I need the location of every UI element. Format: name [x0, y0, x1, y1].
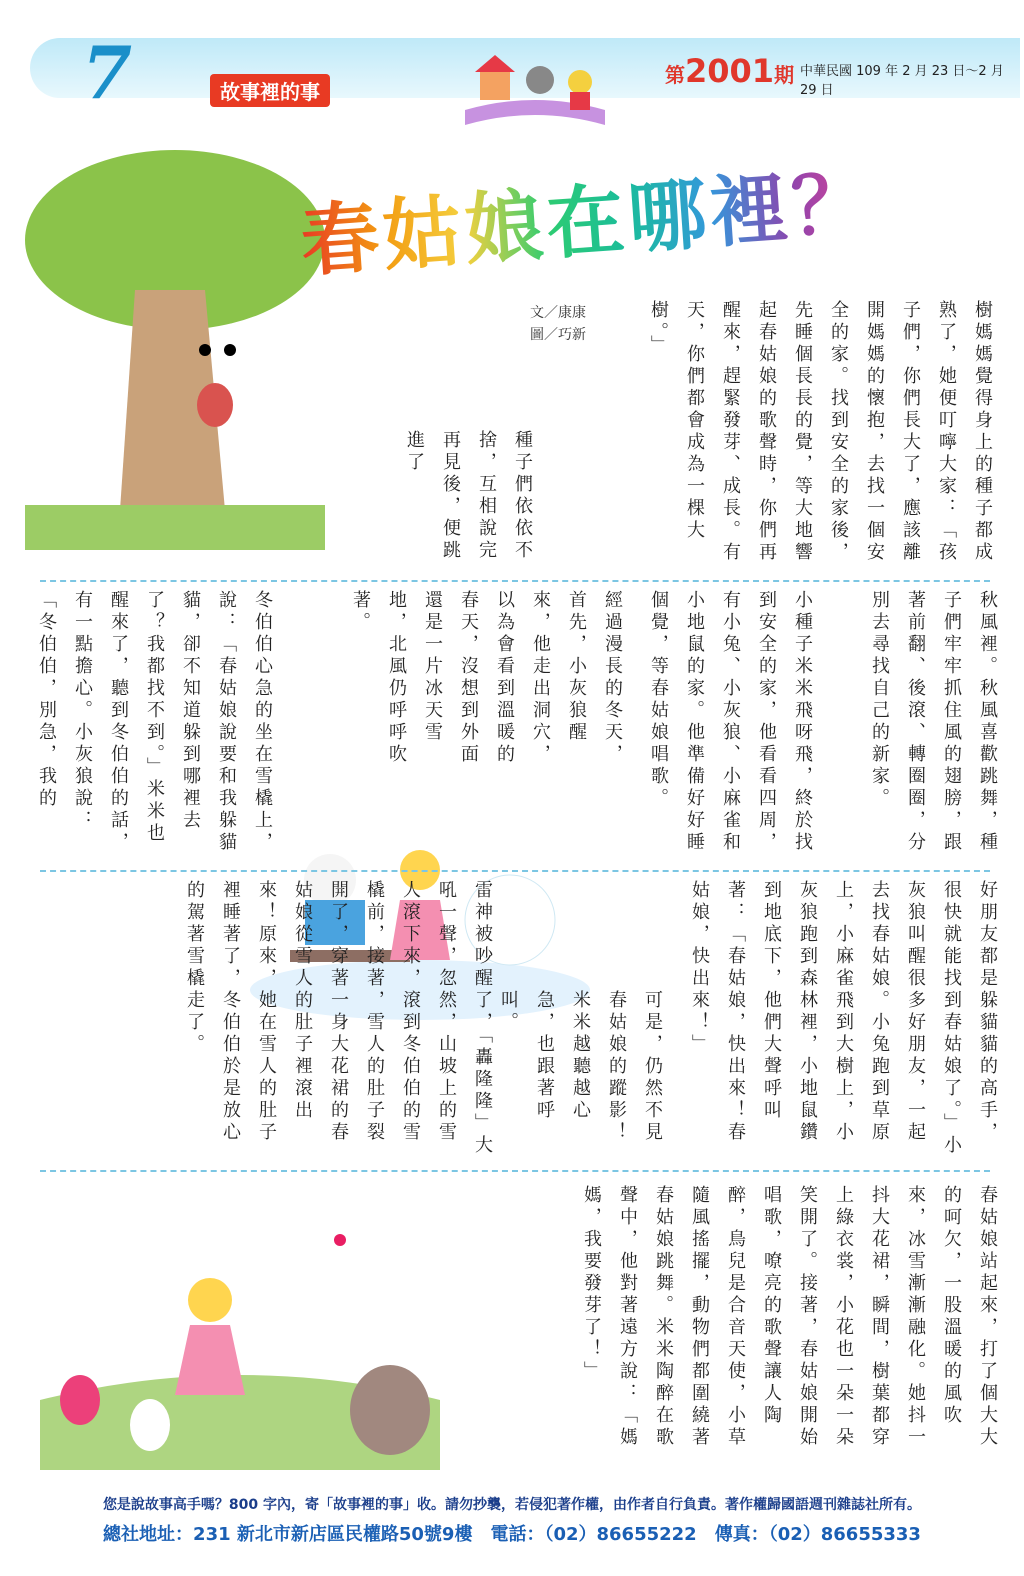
story-paragraph: 種子們依依不捨，互相說完再見後，便跳進了: [404, 430, 533, 562]
story-paragraph: 冬伯伯心急的坐在雪橇上，說：「春姑娘說要和我躲貓貓，卻不知道躲到哪裡去了？我都找不到。」米米也醒來了，聽到冬伯伯的話，有一點擔心。小灰狼說：「冬伯伯，別急，我的: [36, 590, 273, 854]
issue-number: 第2001期: [665, 52, 795, 90]
header: [0, 0, 1024, 130]
story-paragraph: 春姑娘站起來，打了個大大的呵欠，一股溫暖的風吹來，冰雪漸漸融化。她抖一抖大花裙，瞬間，樹葉都穿上綠衣裳，小花也一朵一朵笑開了。接著，春姑娘開始唱歌，嘹亮的歌聲讓人陶醉，鳥兒是合音天使，小草隨風搖擺，動物們都圍繞著春姑娘跳舞。米米陶醉在歌聲中，他對著遠方說：「媽媽，我要發芽了！」: [581, 1185, 998, 1449]
story-paragraph: 好朋友都是躲貓貓的高手，很快就能找到春姑娘了。」小灰狼叫醒很多好朋友，一起去找春姑娘。小兔跑到草原上，小麻雀飛到大樹上，小灰狼跑到森林裡，小地鼠鑽到地底下，他們大聲呼叫著：「春姑娘，快出來！春姑娘，快出來！」: [689, 880, 998, 1157]
storybook-illustration: [460, 50, 610, 130]
section-divider: [40, 580, 990, 582]
section-divider: [40, 870, 990, 872]
story-paragraph: 經過漫長的冬天，首先，小灰狼醒來，他走出洞穴，以為會看到溫暖的春天，沒想到外面還是一片冰天雪地，北風仍呼呼吹著。: [350, 590, 623, 766]
section-divider: [40, 1170, 990, 1172]
section-title: 故事裡的事: [210, 74, 330, 107]
illustrator-credit: 圖／巧新: [530, 327, 586, 343]
credits: [530, 302, 586, 346]
story-paragraph: 雷神被吵醒了，「轟隆隆」大吼一聲，忽然，山坡上的雪人滾下來，滾到冬伯伯的雪橇前，接著，雪人的肚子裂開了，穿著一身大花裙的春姑娘從雪人的肚子裡滾出來！原來，她在雪人的肚子裡睡著了，冬伯伯於是放心的駕著雪橇走了。: [184, 880, 493, 1157]
tree-illustration: [25, 150, 325, 550]
issue-date: 中華民國 109 年 2 月 23 日～2 月 29 日: [800, 64, 1004, 98]
author-credit: 文／康康: [530, 305, 586, 321]
submission-note: 您是說故事高手嗎？800 字內，寄「故事裡的事」收。請勿抄襲，若侵犯著作權，由作者自行負責。著作權歸國語週刊雜誌社所有。: [102, 1497, 922, 1513]
publisher-address: 總社地址：231 新北市新店區民權路50號9樓 電話：（02）86655222 傳真：（02）86655333: [103, 1524, 921, 1545]
story-paragraph: 秋風裡。秋風喜歡跳舞，種子們牢牢抓住風的翅膀，跟著前翻、後滾、轉圈圈，分別去尋找自己的新家。: [869, 590, 998, 854]
story-paragraph: 樹媽媽覺得身上的種子都成熟了，她便叮嚀大家：「孩子們，你們長大了，應該離開媽媽的懷抱，去找一個安全的家。找到安全的家後，先睡個長長的覺，等大地響起春姑娘的歌聲時，你們再醒來，趕緊發芽、成長。有天，你們都會成為一棵大樹。」: [648, 300, 993, 564]
story-paragraph: 小種子米米飛呀飛，終於找到安全的家，他看看四周，有小兔、小灰狼、小麻雀和小地鼠的家。他準備好好睡個覺，等春姑娘唱歌。: [648, 590, 813, 854]
story-paragraph: 可是，仍然不見春姑娘的蹤影！米米越聽越心急，也跟著呼叫。: [498, 990, 663, 1144]
spring-scene-illustration: [40, 1200, 440, 1470]
story-title: 春姑娘在哪裡？: [297, 140, 877, 292]
page-number: 7: [82, 30, 133, 115]
